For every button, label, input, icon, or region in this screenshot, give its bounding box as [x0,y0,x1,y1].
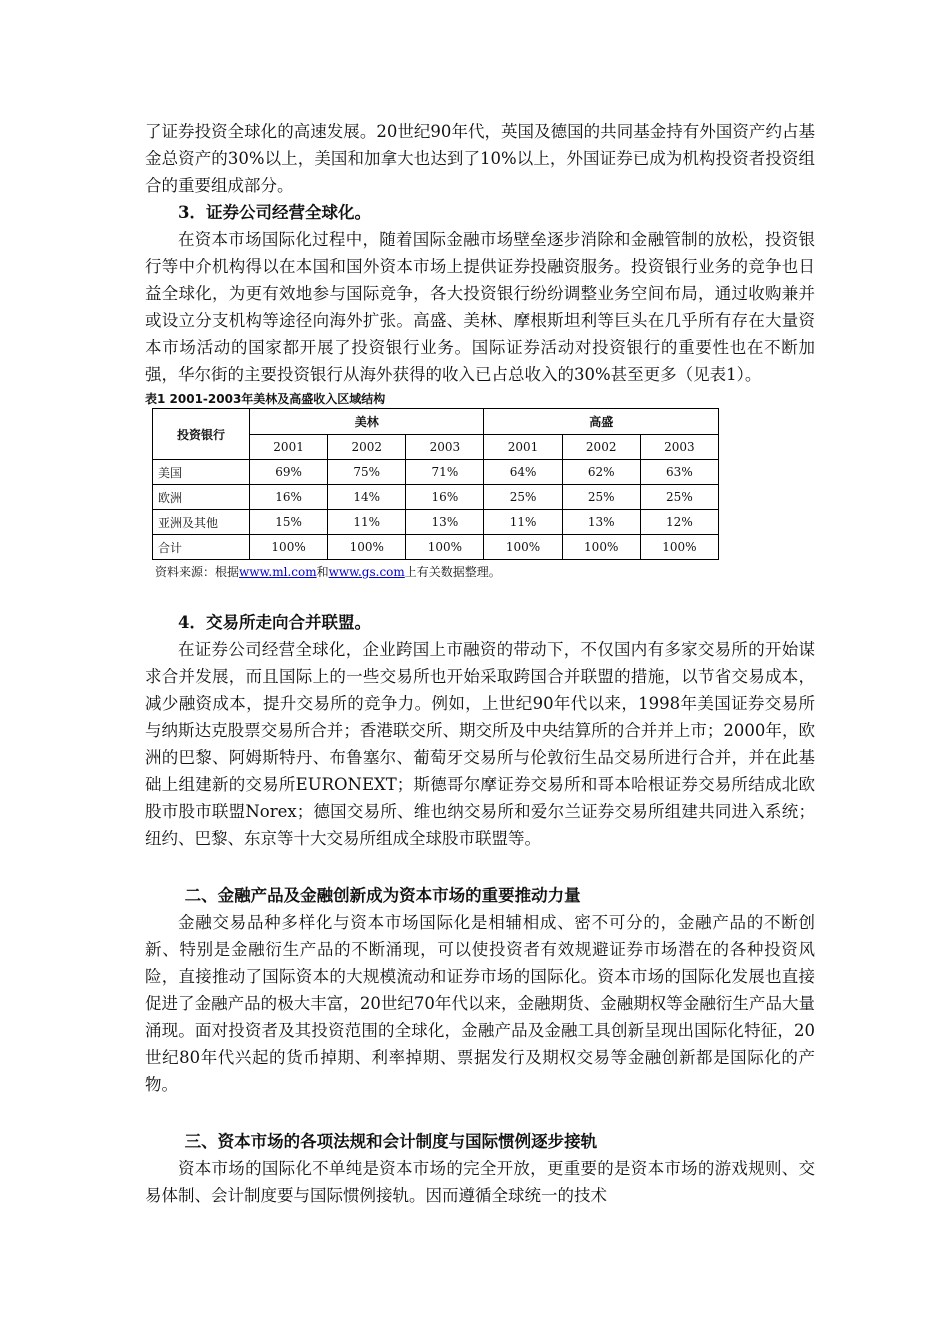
row-label: 美国 [153,460,250,485]
table-cell: 62% [562,460,640,485]
table-cell: 100% [562,535,640,560]
group-header-merrill: 美林 [250,409,484,435]
table-cell: 25% [640,485,718,510]
source-prefix: 资料来源：根据 [155,565,240,579]
source-middle: 和 [316,565,329,579]
year-header: 2001 [250,434,328,460]
table-cell: 100% [484,535,562,560]
heading-regulation-accounting: 三、资本市场的各项法规和会计制度与国际惯例逐步接轨 [184,1132,598,1151]
corner-header: 投资银行 [153,409,250,460]
year-header: 2003 [640,434,718,460]
table-cell: 16% [250,485,328,510]
row-label: 欧洲 [153,485,250,510]
table-cell: 69% [250,460,328,485]
table-cell: 16% [406,485,484,510]
year-header: 2001 [484,434,562,460]
table-cell: 100% [406,535,484,560]
table-cell: 25% [562,485,640,510]
paragraph-securities-globalization: 了证券投资全球化的高速发展。20世纪90年代，英国及德国的共同基金持有外国资产约占基金总资产的30%以上，美国和加拿大也达到了10%以上，外国证券已成为机构投资者投资组合的重要组成部分。 [145,122,815,195]
ml-link[interactable]: www.ml.com [239,565,317,579]
table-cell: 13% [406,510,484,535]
table-cell: 100% [328,535,406,560]
table-row [153,510,719,535]
table-source-note [155,563,815,581]
table-row [153,485,719,510]
spacer [145,852,815,882]
table-cell: 15% [250,510,328,535]
table-cell: 64% [484,460,562,485]
revenue-region-table [152,408,719,560]
table-row [153,460,719,485]
heading-financial-innovation: 二、金融产品及金融创新成为资本市场的重要推动力量 [184,886,581,905]
table-row-total [153,535,719,560]
table-cell: 75% [328,460,406,485]
source-suffix: 上有关数据整理。 [404,565,501,579]
paragraph-investment-banks: 在资本市场国际化过程中，随着国际金融市场壁垒逐步消除和金融管制的放松，投资银行等中介机构得以在本国和国外资本市场上提供证券投融资服务。投资银行业务的竞争也日益全球化，为更有效地参与国际竞争，各大投资银行纷纷调整业务空间布局，通过收购兼并或设立分支机构等途径向海外扩张。高盛、美林、摩根斯坦利等巨头在几乎所有存在大量资本市场活动的国家都开展了投资银行业务。国际证券活动对投资银行的重要性也在不断加强，华尔街的主要投资银行从海外获得的收入已占总收入的30%甚至更多（见表1）。 [145,230,815,384]
group-header-goldman: 高盛 [484,409,719,435]
table-cell: 12% [640,510,718,535]
table-header-row [153,409,719,435]
year-header: 2003 [406,434,484,460]
table-cell: 11% [328,510,406,535]
table-cell: 14% [328,485,406,510]
table-cell: 11% [484,510,562,535]
table-cell: 100% [250,535,328,560]
document-page [145,118,815,1209]
year-header: 2002 [328,434,406,460]
table-cell: 71% [406,460,484,485]
paragraph-financial-innovation: 金融交易品种多样化与资本市场国际化是相辅相成、密不可分的，金融产品的不断创新、特别是金融衍生产品的不断涌现，可以使投资者有效规避证券市场潜在的各种投资风险，直接推动了国际资本的大规模流动和证券市场的国际化。资本市场的国际化发展也直接促进了金融产品的极大丰富，20世纪70年代以来，金融期货、金融期权等金融衍生产品大量涌现。面对投资者及其投资范围的全球化，金融产品及金融工具创新呈现出国际化特征，20世纪80年代兴起的货币掉期、利率掉期、票据发行及期权交易等金融创新都是国际化的产物。 [145,913,815,1094]
table-cell: 25% [484,485,562,510]
paragraph-exchange-mergers: 在证券公司经营全球化，企业跨国上市融资的带动下，不仅国内有多家交易所的开始谋求合并发展，而且国际上的一些交易所也开始采取跨国合并联盟的措施，以节省交易成本，减少融资成本，提升交易所的竞争力。例如，上世纪90年代以来，1998年美国证券交易所与纳斯达克股票交易所合并；香港联交所、期交所及中央结算所的合并并上市；2000年，欧洲的巴黎、阿姆斯特丹、布鲁塞尔、葡萄牙交易所与伦敦衍生品交易所进行合并，并在此基础上组建新的交易所EURONEXT；斯德哥尔摩证券交易所和哥本哈根证券交易所结成北欧股市股市联盟Norex；德国交易所、维也纳交易所和爱尔兰证券交易所组建共同进入系统；纽约、巴黎、东京等十大交易所组成全球股市联盟等。 [145,640,815,848]
year-header: 2002 [562,434,640,460]
table-cell: 13% [562,510,640,535]
spacer [145,581,815,609]
row-label: 合计 [153,535,250,560]
table-cell: 63% [640,460,718,485]
table-caption: 表1 2001-2003年美林及高盛收入区域结构 [145,392,386,406]
paragraph-regulation-accounting: 资本市场的国际化不单纯是资本市场的完全开放，更重要的是资本市场的游戏规则、交易体制、会计制度要与国际惯例接轨。因而遵循全球统一的技术 [145,1159,815,1205]
row-label: 亚洲及其他 [153,510,250,535]
spacer [145,1098,815,1128]
gs-link[interactable]: www.gs.com [328,565,405,579]
heading-exchange-mergers: 4．交易所走向合并联盟。 [178,613,371,632]
table-cell: 100% [640,535,718,560]
heading-securities-firms-globalization: 3．证券公司经营全球化。 [178,203,371,222]
